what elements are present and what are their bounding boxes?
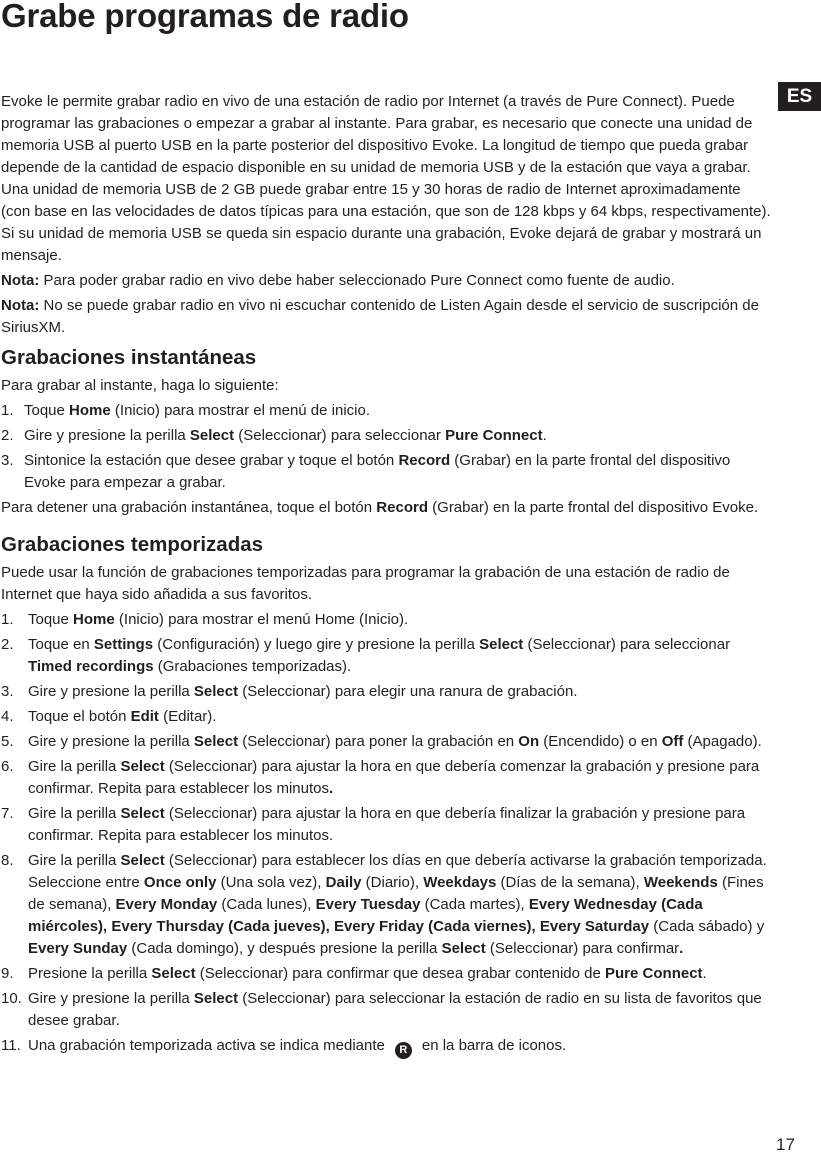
step-text: Gire y presione la perilla <box>28 733 194 750</box>
step-item <box>1 706 771 728</box>
step-keyword: Settings <box>93 636 154 653</box>
step-keyword: Pure Connect <box>445 427 543 444</box>
instant-recordings-heading: Grabaciones instantáneas <box>1 346 257 369</box>
step-text: Toque en <box>28 636 94 653</box>
step-item <box>1 803 771 847</box>
outro-text: Para detener una grabación instantánea, toque el botón <box>1 499 377 516</box>
step-item <box>1 450 771 494</box>
step-text: . <box>702 965 707 982</box>
step-item <box>1 634 771 678</box>
step-text: (Seleccionar) para confirmar que desea grabar contenido de <box>195 965 606 982</box>
step-text: Toque <box>28 611 74 628</box>
outro-text: (Grabar) en la parte frontal del dispositivo Evoke. <box>427 499 759 516</box>
step-number: 7. <box>1 805 14 822</box>
step-text: Gire y presione la perilla <box>28 990 194 1007</box>
step-number: 9. <box>1 965 14 982</box>
step-keyword: Weekdays <box>423 874 497 891</box>
step-number: 11. <box>1 1037 21 1054</box>
step-item <box>1 400 771 422</box>
step-item <box>1 731 771 753</box>
step-number: 10. <box>1 990 22 1007</box>
step-text: Una grabación temporizada activa se indica mediante <box>28 1037 385 1054</box>
step-text: (Seleccionar) para ajustar la hora en que debería finalizar la grabación y presione para confirmar. Repita para establecer los minutos. <box>28 805 746 844</box>
page-title: Grabe programas de radio <box>1 0 409 34</box>
step-number: 3. <box>1 683 14 700</box>
step-text: (Cada sábado) y <box>649 918 765 935</box>
step-text: (Seleccionar) para confirmar <box>485 940 680 957</box>
step-text: (Apagado). <box>683 733 762 750</box>
step-number: 4. <box>1 708 14 725</box>
step-number: 5. <box>1 733 14 750</box>
step-keyword: Daily <box>325 874 362 891</box>
step-item <box>1 1035 771 1059</box>
step-keyword: Pure Connect <box>605 965 703 982</box>
step-text: (Seleccionar) para poner la grabación en <box>238 733 519 750</box>
step-keyword: Select <box>441 940 486 957</box>
step-keyword: Select <box>120 852 165 869</box>
step-keyword: Select <box>479 636 524 653</box>
step-keyword: Select <box>193 990 239 1007</box>
step-text: (Seleccionar) para seleccionar <box>523 636 731 653</box>
step-number: 1. <box>1 611 14 628</box>
step-keyword: . <box>679 940 684 957</box>
record-indicator-icon: R <box>395 1042 412 1059</box>
step-keyword: On <box>518 733 540 750</box>
step-keyword: Select <box>120 805 165 822</box>
step-text: (Grabar) en la parte frontal del dispositivo Evoke para empezar a grabar. <box>24 452 731 491</box>
page-content <box>1 91 771 1062</box>
step-text: (Seleccionar) para elegir una ranura de grabación. <box>238 683 578 700</box>
step-keyword: Off <box>661 733 684 750</box>
step-keyword: Edit <box>130 708 159 725</box>
instant-recordings-lead: Para grabar al instante, haga lo siguiente: <box>1 377 279 394</box>
step-number: 3. <box>1 452 14 469</box>
step-text: (Días de la semana), <box>496 874 644 891</box>
note-text: No se puede grabar radio en vivo ni escuchar contenido de Listen Again desde el servicio de suscripción de SiriusXM. <box>1 297 759 336</box>
step-number: 6. <box>1 758 14 775</box>
instant-stop-paragraph <box>1 497 771 519</box>
step-text: Presione la perilla <box>28 965 152 982</box>
step-keyword: Every Wednesday (Cada miércoles), Every Thursday (Cada jueves), Every Friday (Cada viernes), Every Saturday <box>28 896 703 935</box>
step-text: (Configuración) y luego gire y presione la perilla <box>153 636 480 653</box>
page-number: 17 <box>776 1135 795 1154</box>
step-text: (Cada lunes), <box>217 896 316 913</box>
step-keyword: Record <box>398 452 451 469</box>
step-number: 1. <box>1 402 14 419</box>
step-text: (Seleccionar) para ajustar la hora en que debería comenzar la grabación y presione para confirmar. Repita para establecer los minutos <box>28 758 760 797</box>
outro-bold: Record <box>376 499 428 516</box>
step-number: 8. <box>1 852 14 869</box>
step-text: Gire la perilla <box>28 758 121 775</box>
step-item <box>1 681 771 703</box>
step-text: (Seleccionar) para seleccionar <box>234 427 446 444</box>
step-keyword: Home <box>73 611 115 628</box>
note-audio-source <box>1 270 771 292</box>
note-text: Para poder grabar radio en vivo debe haber seleccionado Pure Connect como fuente de audio. <box>43 272 675 289</box>
step-keyword: Once only <box>143 874 217 891</box>
step-keyword: Select <box>120 758 165 775</box>
step-number: 2. <box>1 427 14 444</box>
step-number: 2. <box>1 636 14 653</box>
step-text: (Cada martes), <box>420 896 529 913</box>
step-text: Gire la perilla <box>28 852 121 869</box>
instant-steps-list <box>1 400 771 494</box>
step-text: (Seleccionar) para seleccionar la estación de radio en su lista de favoritos que desee grabar. <box>28 990 762 1029</box>
step-text: (Inicio) para mostrar el menú Home (Inicio). <box>114 611 409 628</box>
step-text: (Seleccionar) para establecer los días en que debería activarse la grabación temporizada. Seleccione entre <box>28 852 767 891</box>
step-keyword: Every Sunday <box>28 940 128 957</box>
step-keyword: Select <box>193 683 239 700</box>
step-item <box>1 756 771 800</box>
step-keyword: Select <box>193 733 239 750</box>
step-keyword: Home <box>69 402 111 419</box>
timed-recordings-heading: Grabaciones temporizadas <box>1 533 264 556</box>
step-text: (Fines de semana), <box>28 874 764 913</box>
step-item <box>1 988 771 1032</box>
step-text: (Cada domingo), y después presione la perilla <box>127 940 442 957</box>
step-item <box>1 609 771 631</box>
timed-steps-list <box>1 609 771 1059</box>
step-text: (Editar). <box>158 708 217 725</box>
step-keyword: Select <box>189 427 235 444</box>
step-keyword: . <box>328 780 334 797</box>
step-text: (Inicio) para mostrar el menú de inicio. <box>110 402 371 419</box>
step-item <box>1 963 771 985</box>
note-siriusxm <box>1 295 771 339</box>
step-keyword: Every Monday <box>115 896 218 913</box>
step-keyword: Timed recordings <box>28 658 154 675</box>
step-text: Gire la perilla <box>28 805 121 822</box>
step-text: Sintonice la estación que desee grabar y toque el botón <box>24 452 399 469</box>
step-text: (Una sola vez), <box>216 874 326 891</box>
timed-recordings-lead: Puede usar la función de grabaciones temporizadas para programar la grabación de una estación de radio de Internet que haya sido añadida a sus favoritos. <box>1 564 730 603</box>
step-keyword: Every Tuesday <box>315 896 421 913</box>
note-label: Nota: <box>1 272 40 289</box>
step-keyword: Weekends <box>643 874 718 891</box>
step-text: Gire y presione la perilla <box>28 683 194 700</box>
step-keyword: Select <box>151 965 196 982</box>
step-text: (Diario), <box>361 874 424 891</box>
step-item <box>1 425 771 447</box>
step-text: Gire y presione la perilla <box>24 427 190 444</box>
language-badge: ES <box>778 82 821 111</box>
step-text: Toque <box>24 402 70 419</box>
step-text: (Encendido) o en <box>539 733 662 750</box>
step-text: . <box>542 427 547 444</box>
step-text: (Grabaciones temporizadas). <box>153 658 352 675</box>
note-label: Nota: <box>1 297 40 314</box>
step-text: en la barra de iconos. <box>421 1037 567 1054</box>
intro-paragraph: Evoke le permite grabar radio en vivo de una estación de radio por Internet (a través de Pure Connect). Puede programar las grabaciones o empezar a grabar al instante. Para grabar, es necesario que conecte una unidad de memoria USB al puerto USB en la parte posterior del dispositivo Evoke. La longitud de tiempo que pueda grabar depende de la cantidad de espacio disponible en su unidad de memoria USB y de la estación que vaya a grabar. Una unidad de memoria USB de 2 GB puede grabar entre 15 y 30 horas de radio de Internet aproximadamente (con base en las velocidades de datos típicas para una estación, que son de 128 kbps y 64 kbps, respectivamente). Si su unidad de memoria USB se queda sin espacio durante una grabación, Evoke dejará de grabar y mostrará un mensaje. <box>1 93 771 264</box>
step-item <box>1 850 771 960</box>
step-text: Toque el botón <box>28 708 131 725</box>
